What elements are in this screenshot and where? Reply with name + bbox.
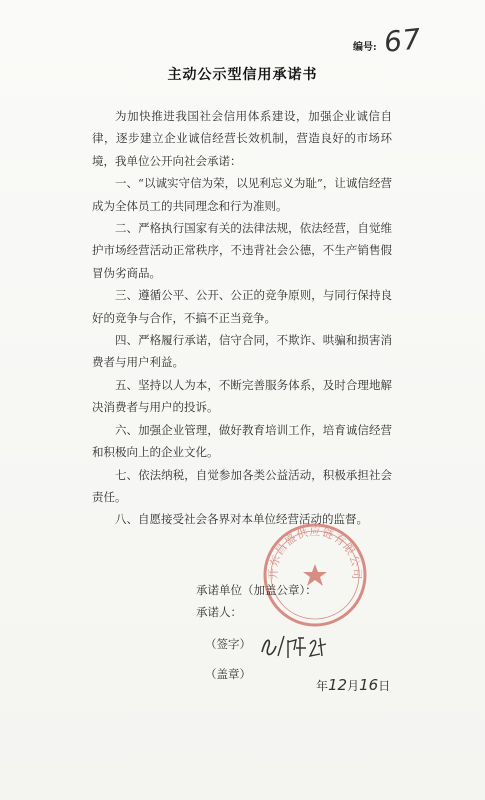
- document-title: 主动公示型信用承诺书: [167, 67, 318, 83]
- pledge-unit-label: 承诺单位（加盖公章）：: [196, 583, 317, 597]
- svg-text:开东昌盛供应链有限公司: 开东昌盛供应链有限公司: [266, 525, 364, 581]
- date-year-suffix: 年: [316, 679, 329, 693]
- pledge-item-5: 五、坚持以人为本，不断完善服务体系，及时合理地解决消费者与用户的投诉。: [92, 377, 392, 415]
- date-day: 16: [359, 676, 379, 694]
- pledge-item-7: 七、依法纳税，自觉参加各类公益活动，积极承担社会责任。: [92, 467, 392, 504]
- pledge-item-3: 三、遵循公平、公开、公正的竞争原则，与同行保持良好的竞争与合作，不搞不正当竞争。: [92, 288, 392, 325]
- serial-number: 67: [382, 22, 424, 59]
- intro-paragraph: 为加快推进我国社会信用体系建设，加强企业诚信自律，逐步建立企业诚信经营长效机制，营造良好的市场环境，我单位公开向社会承诺：: [92, 109, 392, 168]
- document-body: [92, 105, 392, 531]
- company-seal: [260, 520, 370, 630]
- handwritten-signature: [258, 630, 328, 664]
- pledge-item-4: 四、严格履行承诺，信守合同，不欺诈、哄骗和损害消费者与用户利益。: [92, 333, 392, 370]
- pledge-item-2: 二、严格执行国家有关的法律法规，依法经营，自觉维护市场经营活动正常秩序，不违背社会公德，不生产销售假冒伪劣商品。: [92, 221, 392, 280]
- serial-label: 编号:: [353, 42, 377, 53]
- stamp-label: （盖章）: [205, 667, 251, 681]
- pledge-item-8: 八、自愿接受社会各界对本单位经营活动的监督。: [115, 512, 368, 527]
- signature-label: （签字）: [205, 637, 251, 651]
- pledge-item-6: 六、加强企业管理，做好教育培训工作，培育诚信经营和积极向上的企业文化。: [92, 422, 392, 460]
- date-day-suffix: 日: [378, 679, 391, 693]
- date-month: 12: [328, 676, 348, 694]
- date-month-suffix: 月: [347, 679, 360, 693]
- pledge-date: [316, 676, 390, 694]
- pledge-item-1: 一、“以诚实守信为荣，以见利忘义为耻”，让诚信经营成为全体员工的共同理念和行为准则。: [92, 176, 392, 213]
- pledge-person-label: 承诺人：: [196, 605, 242, 619]
